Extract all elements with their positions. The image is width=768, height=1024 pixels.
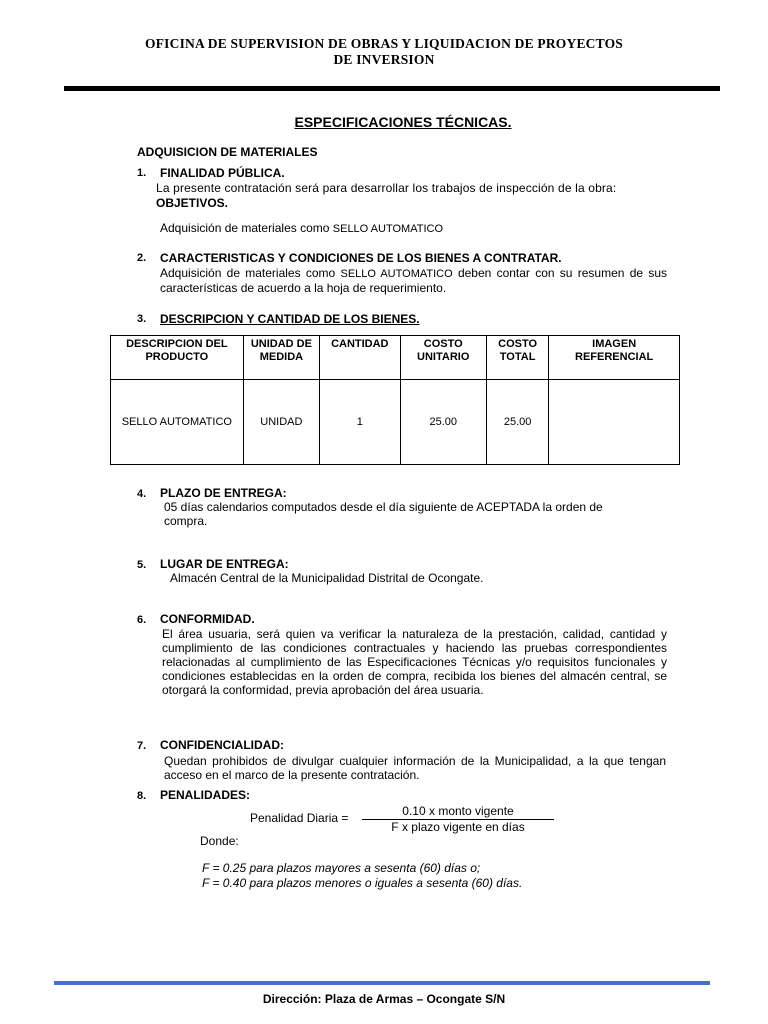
footer-divider: [54, 981, 710, 985]
header-line-2: DE INVERSION: [333, 52, 435, 67]
section-4-text-line-2: compra.: [164, 514, 208, 528]
section-3-number: 3.: [137, 313, 147, 325]
factor-f-line-2: F = 0.40 para plazos menores o iguales a sesenta (60) días.: [202, 876, 523, 890]
section-6-number: 6.: [137, 614, 147, 626]
objetivos-heading: OBJETIVOS.: [156, 196, 229, 210]
section-7-text: Quedan prohibidos de divulgar cualquier información de la Municipalidad, a la que tengan acceso en el marco de la presente contratación.: [164, 754, 666, 782]
footer-address: Dirección: Plaza de Armas – Ocongate S/N: [262, 992, 506, 1006]
section-6-text: El área usuaria, será quien va verificar la naturaleza de la prestación, calidad, cantidad y cumplimiento de las condiciones contractuales y haciendo las pruebas correspondientes relacionadas al cumplimiento de las Especificaciones Técnicas y/o requisitos funcionales y condiciones establecidas en la orden de compra, recibida los bienes del almacén central, se otorgará la conformidad, previa aprobación del área usuaria.: [162, 627, 667, 697]
penalty-formula-label: Penalidad Diaria =: [250, 811, 349, 825]
document-subtitle: ADQUISICION DE MATERIALES: [137, 145, 318, 159]
table-cell: 25.00: [486, 380, 548, 465]
table-header-cell: COSTO UNITARIO: [400, 336, 486, 380]
penalty-formula-numerator: 0.10 x monto vigente: [402, 804, 514, 818]
table-row: [111, 380, 680, 465]
document-title: ESPECIFICACIONES TÉCNICAS.: [294, 114, 512, 130]
factor-f-line-1: F = 0.25 para plazos mayores a sesenta (60) días o;: [202, 861, 481, 875]
section-1-title: FINALIDAD PÚBLICA.: [160, 166, 285, 180]
section-4-number: 4.: [137, 488, 147, 500]
table-cell: SELLO AUTOMATICO: [111, 380, 244, 465]
header-line-1: OFICINA DE SUPERVISION DE OBRAS Y LIQUIDACION DE PROYECTOS: [145, 36, 623, 51]
section-6-title: CONFORMIDAD.: [160, 612, 255, 626]
section-5-text: Almacén Central de la Municipalidad Distrital de Ocongate.: [170, 571, 484, 585]
objetivos-text: Adquisición de materiales como SELLO AUTOMATICO: [160, 221, 443, 235]
section-7-number: 7.: [137, 740, 147, 752]
bienes-table: [110, 335, 680, 465]
section-5-title: LUGAR DE ENTREGA:: [160, 557, 289, 571]
table-cell: 25.00: [400, 380, 486, 465]
section-4-text-line-1: 05 días calendarios computados desde el día siguiente de ACEPTADA la orden de: [164, 500, 603, 514]
section-1-number: 1.: [137, 167, 147, 179]
table-header-cell: DESCRIPCION DEL PRODUCTO: [111, 336, 244, 380]
donde-label: Donde:: [200, 834, 239, 848]
table-cell: [549, 380, 680, 465]
section-4-title: PLAZO DE ENTREGA:: [160, 486, 287, 500]
table-header-cell: UNIDAD DE MEDIDA: [243, 336, 319, 380]
table-header-cell: IMAGEN REFERENCIAL: [549, 336, 680, 380]
section-2-number: 2.: [137, 252, 147, 264]
section-8-number: 8.: [137, 790, 147, 802]
table-header-row: [111, 336, 680, 380]
section-8-title: PENALIDADES:: [160, 788, 251, 802]
table-cell: 1: [320, 380, 400, 465]
table-header-cell: COSTO TOTAL: [486, 336, 548, 380]
table-header-cell: CANTIDAD: [320, 336, 400, 380]
penalty-formula-denominator: F x plazo vigente en días: [391, 820, 525, 834]
section-7-title: CONFIDENCIALIDAD:: [160, 738, 284, 752]
section-5-number: 5.: [137, 559, 147, 571]
section-2-text: Adquisición de materiales como SELLO AUTOMATICO deben contar con su resumen de sus características de acuerdo a la hoja de requerimiento.: [160, 266, 667, 295]
table-cell: UNIDAD: [243, 380, 319, 465]
section-3-title: DESCRIPCION Y CANTIDAD DE LOS BIENES.: [160, 312, 420, 326]
header-divider: [64, 86, 720, 91]
section-2-title: CARACTERISTICAS Y CONDICIONES DE LOS BIENES A CONTRATAR.: [160, 251, 562, 265]
section-1-text: La presente contratación será para desarrollar los trabajos de inspección de la obra:: [156, 181, 617, 195]
